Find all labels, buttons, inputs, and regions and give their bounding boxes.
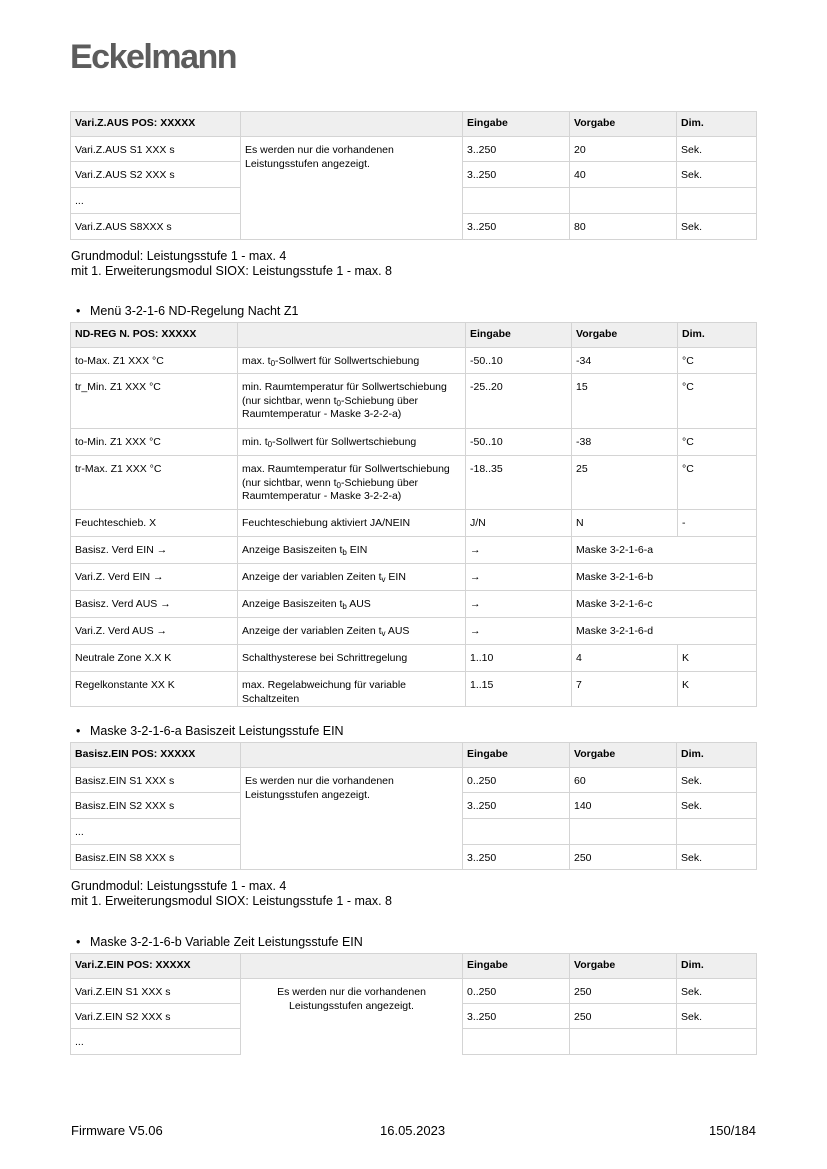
input-range-cell: 1..10: [466, 645, 572, 672]
parameter-cell: Regelkonstante XX K: [71, 672, 238, 707]
unit-cell: K: [678, 645, 757, 672]
table-row: [71, 456, 757, 510]
unit-cell: °C: [678, 429, 757, 456]
unit-cell: Sek.: [677, 162, 757, 188]
description-text: min. Raumtemperatur für Sollwertschiebung (nur sichtbar, wenn t: [242, 381, 447, 407]
header-cell: Dim.: [677, 112, 757, 137]
parameter-cell: ...: [71, 188, 241, 214]
description-text: Anzeige der variablen Zeiten t: [242, 625, 382, 637]
input-range-cell: -25..20: [466, 374, 572, 429]
note-line: mit 1. Erweiterungsmodul SIOX: Leistungsstufe 1 - max. 8: [71, 264, 392, 278]
parameter-cell: to-Min. Z1 XXX °C: [71, 429, 238, 456]
parameter-cell: to-Max. Z1 XXX °C: [71, 348, 238, 374]
default-cell: 20: [570, 137, 677, 162]
subscript-text: 0: [267, 440, 273, 449]
default-cell: -34: [572, 348, 678, 374]
default-cell: 4: [572, 645, 678, 672]
subscript-text: 0: [336, 480, 341, 490]
input-range-cell: 3..250: [463, 1004, 570, 1029]
input-range-cell: 3..250: [463, 214, 570, 240]
module-note: [71, 879, 392, 909]
bullet-icon: •: [76, 724, 81, 738]
table-row: [71, 374, 757, 429]
description-text: -Schiebung über Raumtemperatur - Maske 3-2-2-a): [242, 476, 419, 502]
header-cell: ND-REG N. POS: XXXXX: [71, 323, 238, 348]
description-cell: Es werden nur die vorhandenen Leistungsstufen angezeigt.: [241, 137, 463, 240]
section-heading: [76, 304, 298, 318]
parameter-cell: Vari.Z.AUS S1 XXX s: [71, 137, 241, 162]
module-note: [71, 249, 392, 279]
description-cell: [238, 591, 466, 618]
parameter-cell: Feuchteschieb. X: [71, 510, 238, 537]
table-header-row: [71, 112, 757, 137]
parameter-cell: Basisz.EIN S8 XXX s: [71, 845, 241, 870]
subscript-text: v: [381, 629, 386, 638]
input-range-cell: 3..250: [463, 137, 570, 162]
parameter-cell: Vari.Z. Verd EIN →: [71, 564, 238, 591]
default-cell: Maske 3-2-1-6-d: [572, 618, 757, 645]
default-cell: 140: [570, 793, 677, 819]
description-text: AUS: [385, 625, 410, 637]
parameter-cell: Vari.Z.EIN S1 XXX s: [71, 979, 241, 1004]
table-row: [71, 510, 757, 537]
parameter-cell: Basisz.EIN S2 XXX s: [71, 793, 241, 819]
unit-cell: K: [678, 672, 757, 707]
unit-cell: Sek.: [677, 1004, 757, 1029]
description-text: Anzeige Basiszeiten t: [242, 544, 343, 556]
default-cell: 60: [570, 768, 677, 793]
unit-cell: °C: [678, 374, 757, 429]
default-cell: 250: [570, 1004, 677, 1029]
unit-cell: Sek.: [677, 137, 757, 162]
description-text: Anzeige der variablen Zeiten t: [242, 571, 382, 583]
description-cell: [238, 510, 466, 537]
default-cell: 250: [570, 845, 677, 870]
header-cell: Vorgabe: [570, 954, 677, 979]
description-cell: [238, 348, 466, 374]
parameter-cell: Basisz. Verd AUS →: [71, 591, 238, 618]
basisz-ein-table: [70, 742, 757, 870]
parameter-cell: Vari.Z. Verd AUS →: [71, 618, 238, 645]
header-cell: [238, 323, 466, 348]
header-cell: [241, 954, 463, 979]
description-cell: [238, 429, 466, 456]
default-cell: 250: [570, 979, 677, 1004]
input-range-cell: →: [466, 537, 572, 564]
parameter-cell: tr-Max. Z1 XXX °C: [71, 456, 238, 510]
description-cell: Es werden nur die vorhandenen Leistungsstufen angezeigt.: [241, 979, 463, 1055]
header-cell: Eingabe: [463, 954, 570, 979]
description-cell: [238, 618, 466, 645]
input-range-cell: [463, 819, 570, 845]
description-text: Feuchteschiebung aktiviert JA/NEIN: [242, 517, 411, 529]
subscript-text: 0: [336, 398, 341, 408]
section-title: Menü 3-2-1-6 ND-Regelung Nacht Z1: [90, 304, 299, 318]
input-range-cell: [463, 188, 570, 214]
table-header-row: [71, 323, 757, 348]
input-range-cell: -18..35: [466, 456, 572, 510]
parameter-cell: Basisz. Verd EIN →: [71, 537, 238, 564]
input-range-cell: 0..250: [463, 768, 570, 793]
description-text: Schalthysterese bei Schrittregelung: [242, 652, 408, 664]
unit-cell: °C: [678, 348, 757, 374]
table-row: [71, 564, 757, 591]
unit-cell: -: [678, 510, 757, 537]
header-cell: Eingabe: [466, 323, 572, 348]
table-row: [71, 645, 757, 672]
subscript-text: b: [342, 602, 347, 611]
parameter-cell: Vari.Z.EIN S2 XXX s: [71, 1004, 241, 1029]
parameter-cell: Basisz.EIN S1 XXX s: [71, 768, 241, 793]
note-line: mit 1. Erweiterungsmodul SIOX: Leistungsstufe 1 - max. 8: [71, 894, 392, 908]
subscript-text: b: [342, 548, 347, 557]
footer-page-number: 150/184: [709, 1123, 756, 1138]
note-line: Grundmodul: Leistungsstufe 1 - max. 4: [71, 249, 287, 263]
section-title: Maske 3-2-1-6-a Basiszeit Leistungsstufe EIN: [90, 724, 344, 738]
table-row: [71, 672, 757, 707]
default-cell: [570, 819, 677, 845]
bullet-icon: •: [76, 304, 81, 318]
description-cell: [238, 672, 466, 707]
description-text: max. Regelabweichung für variable Schaltzeiten: [242, 679, 407, 705]
input-range-cell: 3..250: [463, 793, 570, 819]
input-range-cell: J/N: [466, 510, 572, 537]
unit-cell: Sek.: [677, 793, 757, 819]
footer-date: 16.05.2023: [380, 1123, 446, 1138]
description-text: EIN: [346, 544, 368, 556]
table-row: [71, 618, 757, 645]
vari-z-aus-table: [70, 111, 757, 240]
nd-regelung-table: [70, 322, 757, 707]
input-range-cell: 0..250: [463, 979, 570, 1004]
header-cell: Vorgabe: [570, 112, 677, 137]
input-range-cell: 3..250: [463, 162, 570, 188]
header-cell: Eingabe: [463, 112, 570, 137]
unit-cell: °C: [678, 456, 757, 510]
default-cell: 15: [572, 374, 678, 429]
table-row: [71, 979, 757, 1004]
eckelmann-logo: Eckelmann: [70, 38, 237, 76]
header-cell: Eingabe: [463, 743, 570, 768]
header-cell: Vari.Z.AUS POS: XXXXX: [71, 112, 241, 137]
input-range-cell: -50..10: [466, 348, 572, 374]
unit-cell: Sek.: [677, 979, 757, 1004]
parameter-cell: Vari.Z.AUS S2 XXX s: [71, 162, 241, 188]
description-cell: [238, 645, 466, 672]
header-cell: [241, 743, 463, 768]
footer-firmware: Firmware V5.06: [71, 1123, 163, 1138]
subscript-text: v: [381, 575, 386, 584]
unit-cell: [677, 1029, 757, 1055]
input-range-cell: [463, 1029, 570, 1055]
description-text: -Sollwert für Sollwertschiebung: [275, 355, 420, 367]
header-cell: Dim.: [677, 743, 757, 768]
vari-z-ein-table: [70, 953, 757, 1055]
description-cell: [238, 374, 466, 429]
parameter-cell: tr_Min. Z1 XXX °C: [71, 374, 238, 429]
parameter-cell: ...: [71, 819, 241, 845]
header-cell: Dim.: [678, 323, 757, 348]
table-row: [71, 591, 757, 618]
unit-cell: Sek.: [677, 214, 757, 240]
description-cell: [238, 537, 466, 564]
description-text: -Schiebung über Raumtemperatur - Maske 3-2-2-a): [242, 394, 419, 420]
description-text: EIN: [385, 571, 406, 583]
input-range-cell: 3..250: [463, 845, 570, 870]
default-cell: 25: [572, 456, 678, 510]
description-cell: [238, 456, 466, 510]
default-cell: -38: [572, 429, 678, 456]
section-title: Maske 3-2-1-6-b Variable Zeit Leistungsstufe EIN: [90, 935, 363, 949]
header-cell: [241, 112, 463, 137]
table-header-row: [71, 743, 757, 768]
header-cell: Dim.: [677, 954, 757, 979]
section-heading: [76, 935, 363, 949]
unit-cell: [677, 819, 757, 845]
input-range-cell: →: [466, 564, 572, 591]
input-range-cell: -50..10: [466, 429, 572, 456]
note-line: Grundmodul: Leistungsstufe 1 - max. 4: [71, 879, 287, 893]
input-range-cell: 1..15: [466, 672, 572, 707]
default-cell: 80: [570, 214, 677, 240]
parameter-cell: ...: [71, 1029, 241, 1055]
header-cell: Basisz.EIN POS: XXXXX: [71, 743, 241, 768]
description-cell: Es werden nur die vorhandenen Leistungsstufen angezeigt.: [241, 768, 463, 870]
unit-cell: Sek.: [677, 768, 757, 793]
description-text: min. t: [242, 436, 268, 448]
table-row: [71, 537, 757, 564]
default-cell: [570, 188, 677, 214]
subscript-text: 0: [270, 359, 276, 368]
default-cell: Maske 3-2-1-6-a: [572, 537, 757, 564]
description-text: max. Raumtemperatur für Sollwertschiebung (nur sichtbar, wenn t: [242, 463, 450, 489]
description-text: AUS: [346, 598, 371, 610]
description-text: max. t: [242, 355, 271, 367]
input-range-cell: →: [466, 618, 572, 645]
table-row: [71, 768, 757, 793]
table-header-row: [71, 954, 757, 979]
default-cell: Maske 3-2-1-6-b: [572, 564, 757, 591]
default-cell: N: [572, 510, 678, 537]
bullet-icon: •: [76, 935, 81, 949]
input-range-cell: →: [466, 591, 572, 618]
unit-cell: Sek.: [677, 845, 757, 870]
description-text: -Sollwert für Sollwertschiebung: [272, 436, 417, 448]
unit-cell: [677, 188, 757, 214]
table-row: [71, 348, 757, 374]
table-row: [71, 137, 757, 162]
section-heading: [76, 724, 344, 738]
parameter-cell: Vari.Z.AUS S8XXX s: [71, 214, 241, 240]
header-cell: Vorgabe: [570, 743, 677, 768]
table-row: [71, 429, 757, 456]
default-cell: 7: [572, 672, 678, 707]
default-cell: [570, 1029, 677, 1055]
description-text: Anzeige Basiszeiten t: [242, 598, 343, 610]
header-cell: Vorgabe: [572, 323, 678, 348]
header-cell: Vari.Z.EIN POS: XXXXX: [71, 954, 241, 979]
default-cell: 40: [570, 162, 677, 188]
default-cell: Maske 3-2-1-6-c: [572, 591, 757, 618]
parameter-cell: Neutrale Zone X.X K: [71, 645, 238, 672]
description-cell: [238, 564, 466, 591]
